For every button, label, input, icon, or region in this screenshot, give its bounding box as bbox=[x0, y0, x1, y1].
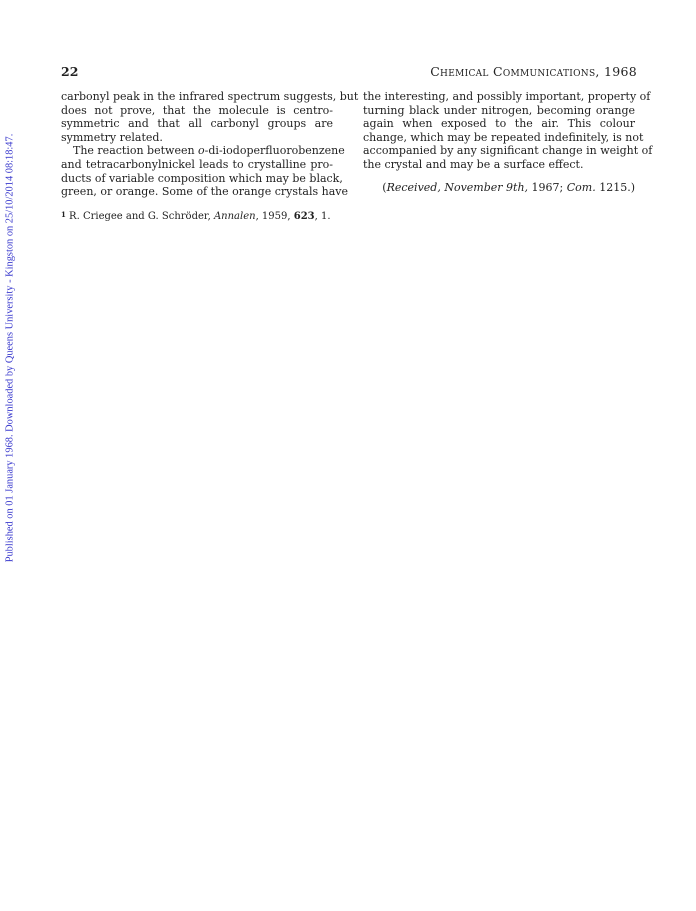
text-line: accompanied by any significant change in weight of bbox=[363, 144, 653, 158]
received-open: ( bbox=[382, 181, 387, 194]
journal-title: Chemical Communications, 1968 bbox=[430, 64, 637, 79]
text-segment: -di-iodoperfluorobenzene bbox=[204, 144, 345, 158]
right-column bbox=[363, 90, 653, 172]
footnote-volume: 623 bbox=[293, 211, 315, 222]
text-line: carbonyl peak in the infrared spectrum suggests, but bbox=[61, 90, 359, 103]
footnote-year: , 1959, bbox=[255, 211, 294, 222]
text-line: again when exposed to the air. This colour bbox=[363, 117, 635, 131]
text-line: symmetric and that all carbonyl groups are bbox=[61, 117, 333, 131]
text-segment: The reaction between bbox=[73, 144, 199, 158]
footnote-page: , 1. bbox=[314, 211, 331, 222]
text-line bbox=[61, 144, 345, 158]
left-column bbox=[61, 90, 359, 199]
text-line: change, which may be repeated indefinitely, is not bbox=[363, 130, 644, 144]
page-header bbox=[61, 64, 637, 80]
text-line: the interesting, and possibly important, property of bbox=[363, 90, 651, 103]
download-watermark bbox=[3, 128, 16, 568]
footnote-authors: R. Criegee and G. Schröder, bbox=[65, 211, 214, 222]
received-label: Received, November 9th, bbox=[386, 181, 529, 194]
text-line: ducts of variable composition which may be black, bbox=[61, 171, 343, 185]
download-watermark-text: Published on 01 January 1968. Downloaded by Queens University - Kingston on 25/10/2014 08:18:47. bbox=[4, 133, 15, 563]
communication-label: Com. bbox=[566, 181, 596, 194]
footnote-journal: Annalen bbox=[213, 211, 256, 222]
received-year: 1967; bbox=[528, 181, 567, 194]
paragraph-2 bbox=[61, 144, 348, 199]
text-line: the crystal and may be a surface effect. bbox=[363, 157, 584, 171]
text-line: does not prove, that the molecule is centro- bbox=[61, 103, 333, 117]
page-number: 22 bbox=[61, 64, 79, 79]
text-line: symmetry related. bbox=[61, 130, 163, 144]
text-line: and tetracarbonylnickel leads to crystalline pro- bbox=[61, 157, 333, 171]
text-line: green, or orange. Some of the orange crystals have bbox=[61, 185, 348, 199]
paragraph-1 bbox=[61, 90, 359, 144]
footnote-reference bbox=[61, 211, 351, 222]
text-line: turning black under nitrogen, becoming orange bbox=[363, 103, 635, 117]
received-date bbox=[363, 181, 635, 194]
communication-number: 1215.) bbox=[595, 181, 635, 194]
footnote-marker: 1 bbox=[61, 210, 66, 219]
ortho-prefix: o bbox=[198, 144, 205, 158]
